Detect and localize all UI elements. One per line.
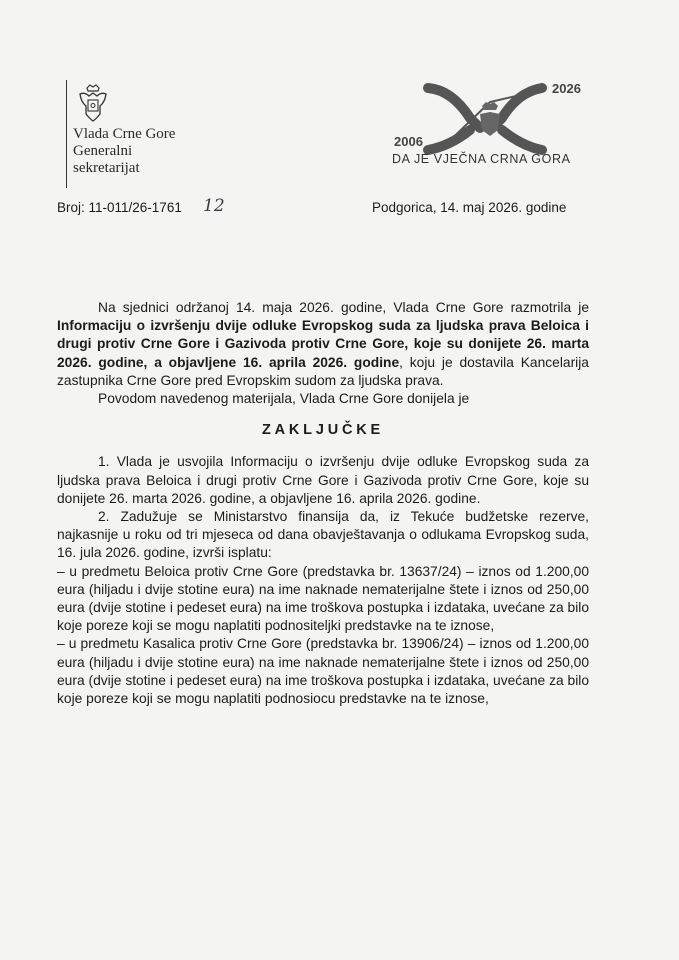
conclusions-heading: ZAKLJUČKE	[261, 422, 384, 439]
intro-bold-text: Informaciju o izvršenju dvije odluke Evropskog suda za ljudska prava Beloica i drugi protiv Crne Gore i Gazivoda protiv Crne Gore, koje su donijete 26. marta 2026. godine, a objavljene 16. aprila 2026. godine	[57, 318, 589, 370]
payment-item-2: – u predmetu Kasalica protiv Crne Gore (predstavka br. 13906/24) – iznos od 1.200,00 eura (hiljadu i dvije stotine eura) na ime naknade nematerijalne štete i iznos od 250,00 eura (dvije stotine i pedeset eura) na ime troškova postupka i izdataka, uvećane za bilo koje poreze koji se mogu naplatiti podnosiocu predstavke na te iznose,	[57, 636, 589, 707]
logo-year-end: 2026	[552, 81, 581, 96]
intro-text-1: Na sjednici održanoj 14. maja 2026. godine, Vlada Crne Gore razmotrila je	[98, 300, 589, 315]
issuing-authority	[73, 126, 175, 177]
header-divider-line	[66, 80, 67, 188]
intro-text-2: , koju je dostavila Kancelarija zastupnika Crne Gore pred Evropskim sudom za ljudska prava.	[57, 354, 589, 388]
handwritten-mark: 12	[203, 196, 225, 216]
intro-paragraph	[57, 299, 589, 390]
conclusion-2: 2. Zadužuje se Ministarstvo finansija da, iz Tekuće budžetske rezerve, najkasnije u roku od tri mjeseca od dana obavještavanja o odlukama Evropskog suda, 16. jula 2026. godine, izvrši isplatu:	[57, 509, 589, 561]
conclusion-1: 1. Vlada je usvojila Informaciju o izvršenju dvije odluke Evropskog suda za ljudska prava Beloica i drugi protiv Crne Gore i Gazivoda protiv Crne Gore, koje su donijete 26. marta 2026. godine, a objavljene 16. aprila 2026. godine.	[57, 454, 589, 506]
gov-line-2: Generalni	[73, 143, 133, 159]
coat-of-arms-icon	[76, 84, 110, 122]
payment-item-1: – u predmetu Beloica protiv Crne Gore (predstavka br. 13637/24) – iznos od 1.200,00 eura (hiljadu i dvije stotine eura) na ime naknade nematerijalne štete i iznos od 250,00 eura (dvije stotine i pedeset eura) na ime troškova postupka i izdataka, uvećane za bilo koje poreze koji se mogu naplatiti podnositeljki predstavke na te iznose,	[57, 563, 589, 634]
lead-paragraph: Povodom navedenog materijala, Vlada Crne Gore donijela je	[98, 391, 470, 407]
gov-line-1: Vlada Crne Gore	[73, 126, 176, 142]
logo-year-start: 2006	[394, 134, 423, 149]
motto: DA JE VJEČNA CRNA GORA	[392, 152, 571, 166]
place-and-date: Podgorica, 14. maj 2026. godine	[372, 200, 567, 215]
document-body	[57, 299, 589, 708]
gov-line-3: sekretarijat	[73, 160, 140, 176]
reference-number: Broj: 11-011/26-1761	[57, 200, 182, 215]
